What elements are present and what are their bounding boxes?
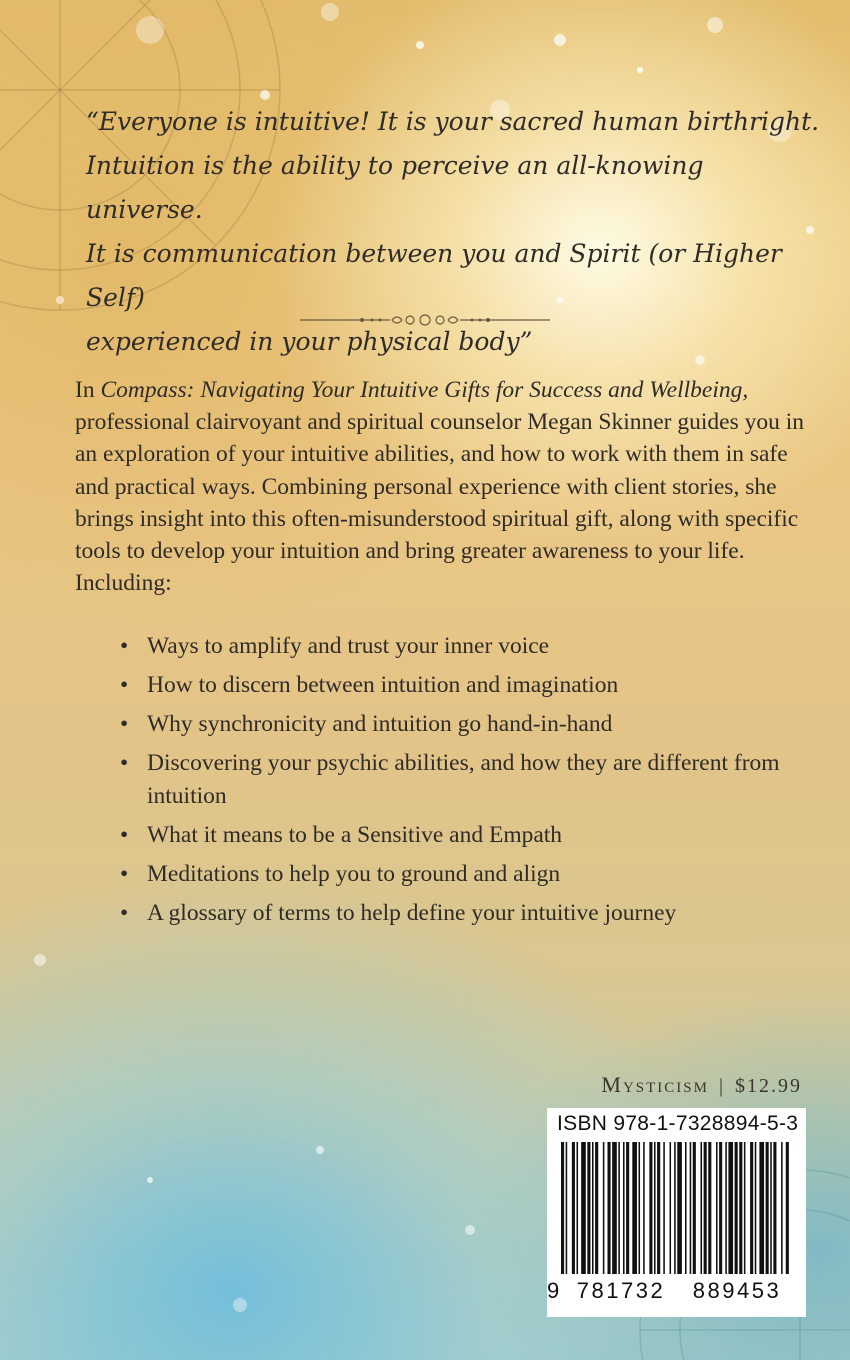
description-body: professional clairvoyant and spiritual counselor Megan Skinner guides you in an exploration of your intuitive abilities, and how to work with them in safe and practical ways. Combining personal experience with client stories, she brings insight into this often-misunderstood spiritual gift, along with specific tools to develop your intuition and bring greater awareness to your life. Including: [75,409,804,597]
list-item: • What it means to be a Sensitive and Empath [120,819,810,852]
barcode-bar [618,1142,620,1274]
barcode-bar [639,1142,641,1274]
barcode-bar [654,1142,656,1274]
barcode-bar [735,1142,738,1274]
barcode-bar [623,1142,625,1274]
list-item: • Meditations to help you to ground and align [120,858,810,891]
barcode [557,1142,797,1282]
barcode-bar [766,1142,769,1274]
ean-left-group: 781732 [576,1278,666,1303]
list-item: • Ways to amplify and trust your inner voice [120,630,810,663]
barcode-bar [577,1142,579,1274]
barcode-bar [744,1142,746,1274]
barcode-bar [663,1142,665,1274]
barcode-bar [725,1142,727,1274]
list-item: • A glossary of terms to help define your intuitive journey [120,897,810,930]
barcode-bar [595,1142,598,1274]
pull-quote: “Everyone is intuitive! It is your sacred human birthright. Intuition is the ability to perceive an all-knowing universe. It is communication between you and Spirit (or Higher Self) experienced in your physical body” [86,107,820,356]
ean-right-group: 889453 [692,1278,782,1303]
barcode-bar [759,1142,764,1274]
ean-first-digit: 9 [547,1278,560,1303]
description-intro: In [75,377,95,403]
barcode-bar [701,1142,703,1274]
barcode-bar [632,1142,637,1274]
barcode-bar [674,1142,676,1274]
barcode-bar [770,1142,772,1274]
barcode-bar [750,1142,753,1274]
price-label: $12.99 [735,1075,802,1097]
barcode-bar [773,1142,776,1274]
barcode-bar [603,1142,605,1274]
barcode-bar [719,1142,722,1274]
barcode-bar [690,1142,692,1274]
list-item: • How to discern between intuition and imagination [120,669,810,702]
feature-list [120,630,810,936]
barcode-bar [739,1142,742,1274]
barcode-bar [561,1142,564,1274]
barcode-bar [755,1142,757,1274]
barcode-bar [572,1142,575,1274]
barcode-bar [786,1142,789,1274]
category-label: Mysticism [601,1072,709,1097]
barcode-bar [649,1142,652,1274]
barcode-bar [592,1142,594,1274]
list-item: • Why synchronicity and intuition go hand-in-hand [120,708,810,741]
barcode-bar [626,1142,629,1274]
barcode-bar [693,1142,696,1274]
ornament-divider-icon [300,310,550,330]
barcode-bar [704,1142,707,1274]
isbn-label: ISBN 978-1-7328894-5-3 [557,1112,799,1135]
barcode-bar [608,1142,611,1274]
barcode-bar [781,1142,783,1274]
barcode-bar [657,1142,660,1274]
barcode-bar [612,1142,617,1274]
barcode-bar [643,1142,645,1274]
barcode-bar [587,1142,590,1274]
barcode-bar [685,1142,687,1274]
barcode-bar [670,1142,672,1274]
book-description [75,374,810,599]
barcode-bar [677,1142,682,1274]
barcode-box [547,1108,806,1317]
barcode-bar [728,1142,733,1274]
book-title: Compass: Navigating Your Intuitive Gifts for Success and Wellbeing, [100,377,749,403]
barcode-bar [716,1142,718,1274]
list-item: • Discovering your psychic abilities, and how they are different from intuition [120,747,810,813]
barcode-bar [708,1142,711,1274]
separator: | [718,1075,725,1097]
barcode-bar [581,1142,586,1274]
barcode-bar [566,1142,568,1274]
category-price-line [601,1072,802,1098]
